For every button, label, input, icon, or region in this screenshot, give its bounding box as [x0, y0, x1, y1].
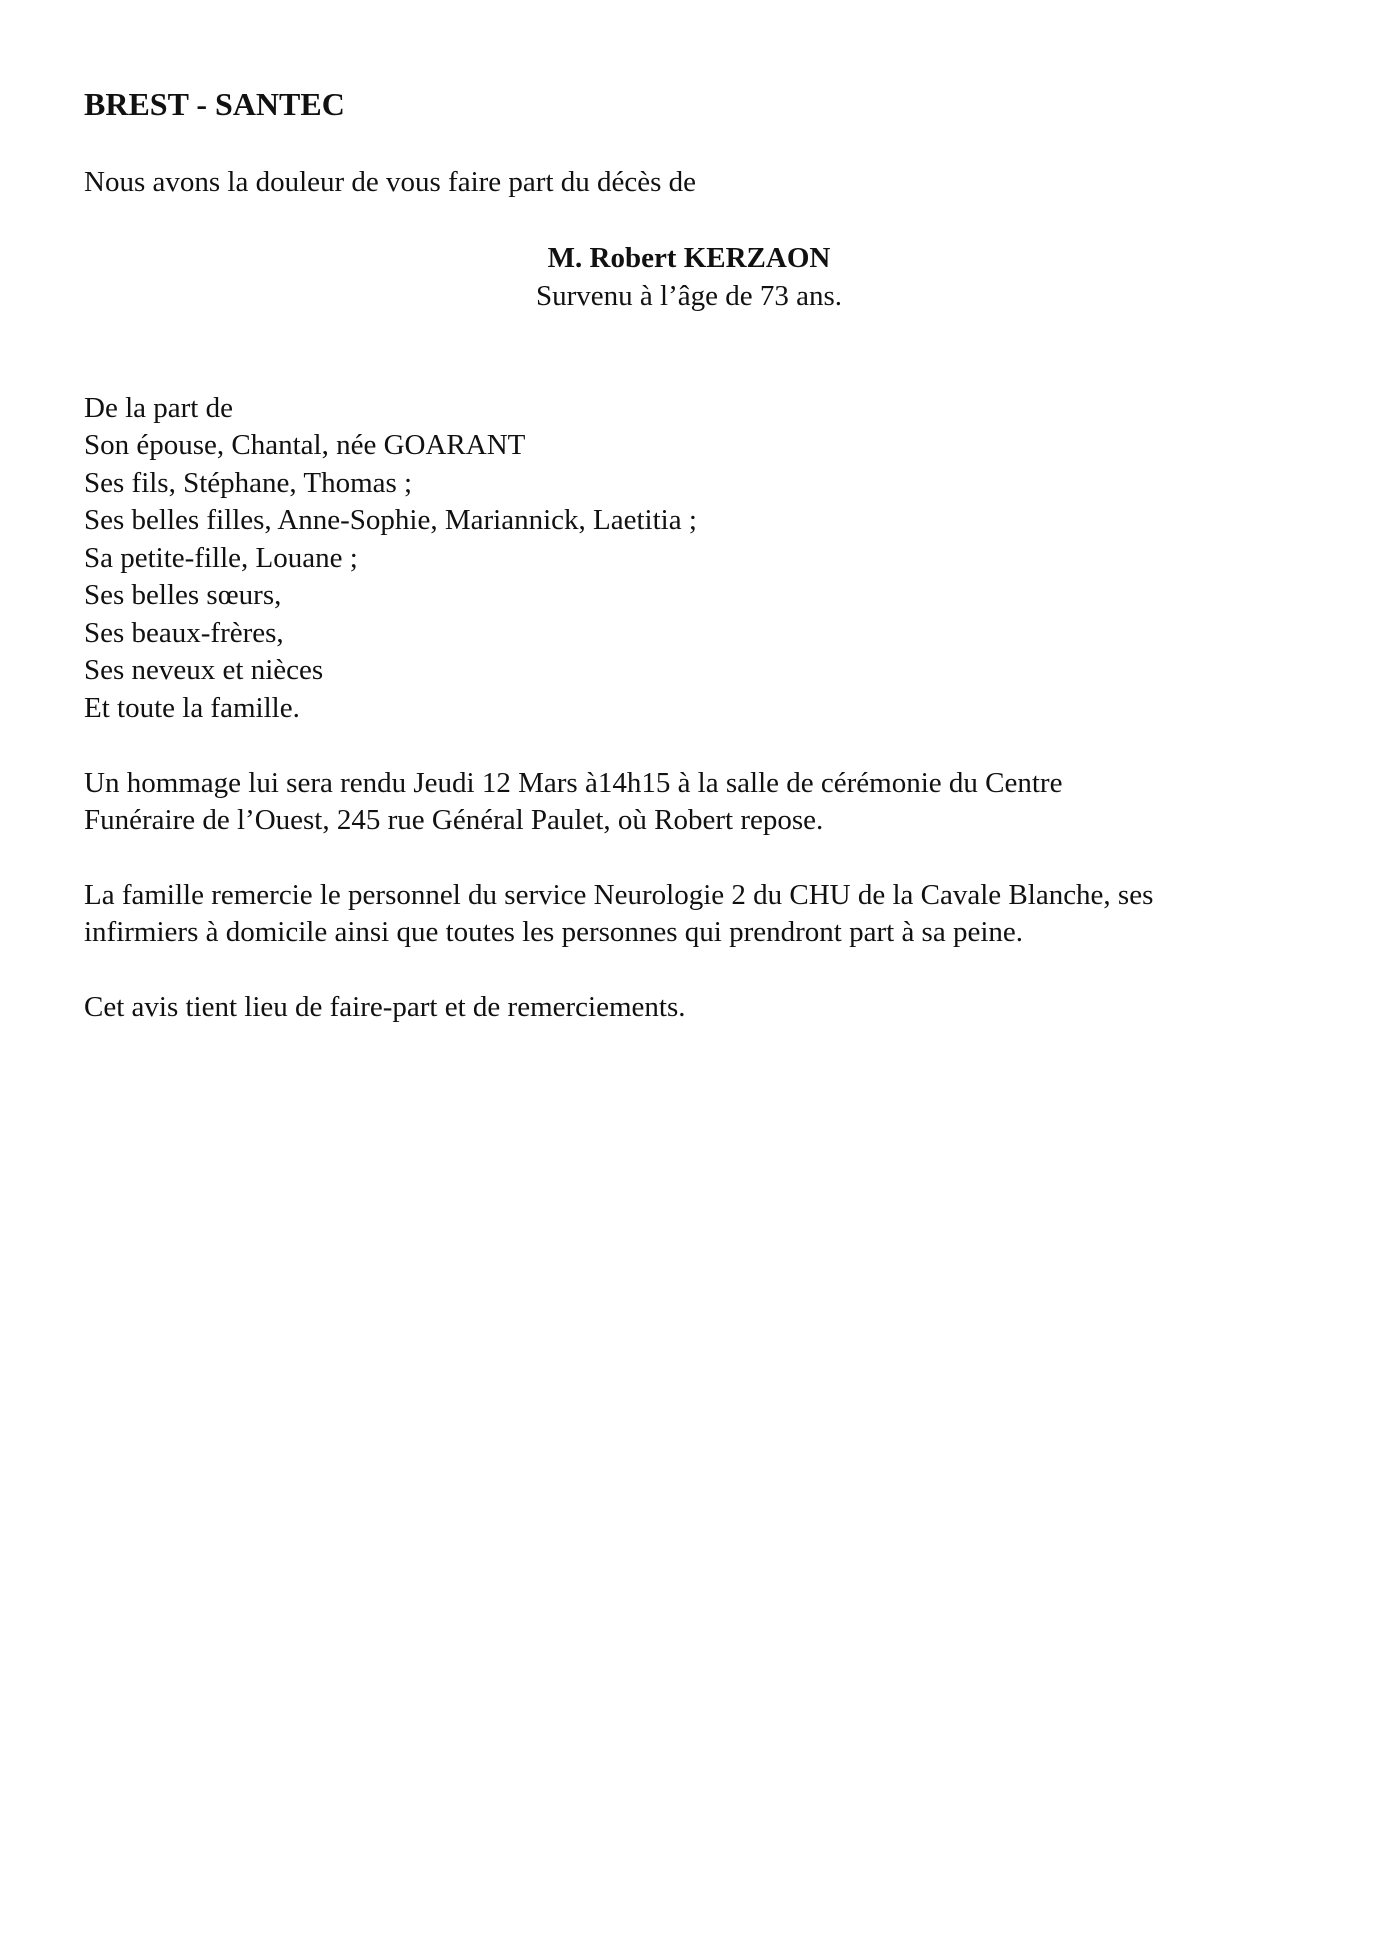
deceased-age: Survenu à l’âge de 73 ans. [535, 280, 842, 312]
family-lead: De la part de [84, 392, 233, 424]
closing-text: Cet avis tient lieu de faire-part et de remerciements. [84, 991, 686, 1023]
family-member: Ses belles filles, Anne-Sophie, Mariannick, Laetitia ; [84, 504, 697, 536]
family-member: Ses beaux-frères, [84, 617, 284, 649]
thanks-line: infirmiers à domicile ainsi que toutes les personnes qui prendront part à sa peine. [84, 916, 1024, 948]
family-member: Ses fils, Stéphane, Thomas ; [84, 467, 413, 499]
intro-text: Nous avons la douleur de vous faire part du décès de [84, 166, 697, 198]
ceremony-line: Un hommage lui sera rendu Jeudi 12 Mars à14h15 à la salle de cérémonie du Centre [84, 767, 1063, 799]
location-heading: BREST - SANTEC [84, 86, 345, 122]
family-member: Son épouse, Chantal, née GOARANT [84, 429, 526, 461]
deceased-name: M. Robert KERZAON [547, 242, 831, 274]
ceremony-line: Funéraire de l’Ouest, 245 rue Général Paulet, où Robert repose. [84, 804, 824, 836]
family-member: Sa petite-fille, Louane ; [84, 542, 358, 574]
family-member: Ses belles sœurs, [84, 579, 282, 611]
family-member: Et toute la famille. [84, 692, 300, 724]
family-member: Ses neveux et nièces [84, 654, 324, 686]
thanks-line: La famille remercie le personnel du service Neurologie 2 du CHU de la Cavale Blanche, ses [84, 879, 1154, 911]
